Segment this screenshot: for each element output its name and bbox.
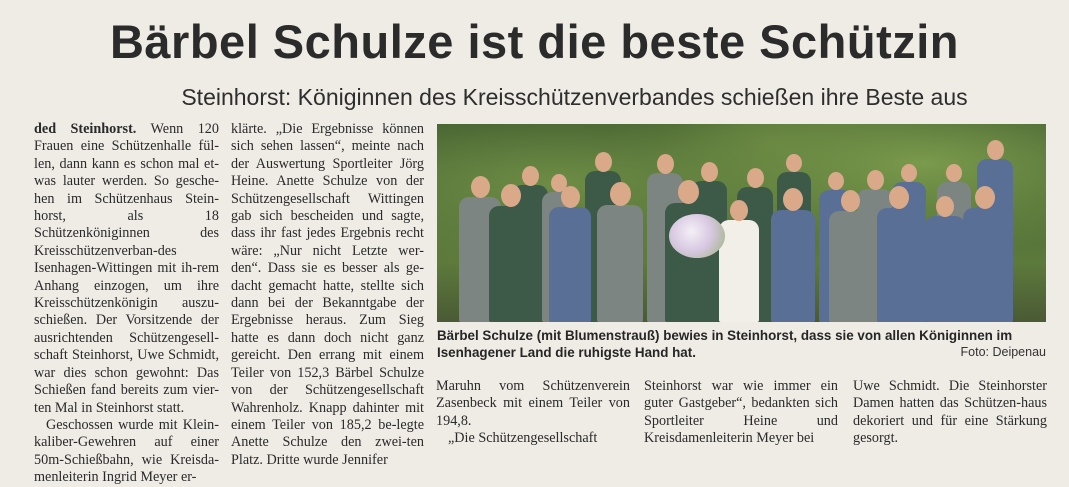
paragraph-1 (34, 121, 219, 417)
person-head (471, 176, 490, 198)
person-head (701, 162, 718, 182)
paragraph-5: „Die Schützengesellschaft (448, 430, 598, 447)
person-head (501, 184, 521, 207)
paragraph-7: Uwe Schmidt. Die Steinhorster Damen hatten das Schützen-haus dekoriert und für eine Stärkung gesorgt. (853, 378, 1047, 447)
paragraph-6: Steinhorst war wie immer ein guter Gastgeber“, bedankten sich Sportleiter Heine und Kreisdamenleiterin Meyer bei (644, 378, 838, 447)
person-figure (489, 184, 533, 322)
person-head (828, 172, 844, 190)
person-head (730, 200, 748, 221)
person-head (889, 186, 909, 209)
person-uniform (925, 216, 965, 322)
article-column-2 (231, 121, 424, 469)
subheadline: Steinhorst: Königinnen des Kreisschützenverbandes schießen ihre Beste aus (181, 84, 968, 110)
person-head (783, 188, 803, 211)
person-head (610, 182, 631, 206)
person-uniform (829, 211, 871, 322)
person-figure (925, 196, 965, 322)
article-column-5 (853, 378, 1047, 448)
flower-bouquet (669, 214, 725, 258)
paragraph-4: Maruhn vom Schützenverein Zasenbeck mit einem Teiler von 194,8. (436, 378, 630, 429)
person-figure (829, 190, 871, 322)
article-column-1 (34, 121, 219, 487)
person-head (936, 196, 954, 217)
article-column-3 (436, 378, 630, 448)
person-uniform (549, 207, 591, 322)
person-head (747, 168, 764, 188)
person-head (657, 154, 674, 174)
photo-credit: Foto: Deipenau (960, 345, 1046, 359)
person-head (561, 186, 580, 208)
person-figure (771, 188, 815, 322)
headline: Bärbel Schulze ist die beste Schützin (109, 15, 960, 68)
person-head (987, 140, 1004, 160)
person-head (522, 166, 539, 186)
person-head (841, 190, 860, 212)
photo-caption: Bärbel Schulze (mit Blumenstrauß) bewies in Steinhorst, dass sie von allen Königinnen im Isenhagener Land die ruhigste Hand hat. (437, 328, 1013, 360)
person-uniform (771, 210, 815, 322)
person-figure (549, 186, 591, 322)
person-head (678, 180, 699, 204)
person-uniform (877, 208, 921, 322)
person-head (946, 164, 962, 182)
person-uniform (489, 206, 533, 322)
person-figure (597, 182, 643, 322)
person-figure (963, 186, 1007, 322)
group-photo (437, 124, 1046, 322)
paragraph-2: Geschossen wurde mit Klein-kaliber-Gewehren auf einer 50m-Schießbahn, wie Kreisda-menleiterin Ingrid Meyer er- (34, 416, 219, 486)
article-column-4 (644, 378, 838, 448)
person-figure (719, 200, 759, 322)
person-uniform (719, 220, 759, 322)
person-uniform (963, 208, 1007, 322)
person-uniform (597, 205, 643, 322)
person-figure (877, 186, 921, 322)
paragraph-3: klärte. „Die Ergebnisse können sich sehen lassen“, meinte nach der Auswertung Sportleiter Jörg Heine. Anette Schulze von der Schützengesellschaft Wittingen gab sich bescheiden und sagte, dass ihr fast jedes Ergebnis recht wäre: „Nur nicht Letzte wer-den“. Dass sie es besser als ge-dacht gemacht hatte, stellte sich dann bei der Bekanntgabe der Ergebnisse heraus. Zum Sieg hatte es dann doch nicht ganz gereicht. Den errang mit einem Teiler von 152,3 Bärbel Schulze von der Schützengesellschaft Wahrenholz. Knapp dahinter mit einem Teiler von 185,2 be-legte Anette Schulze den zwei-ten Platz. Dritte wurde Jennifer (231, 121, 424, 468)
paragraph-text: Wenn 120 Frauen eine Schützenhalle fül-len, dann kann es schon mal et-was lauter werden. So gesche-hen im Schützenhaus Stein-horst, als 18 Schützenköniginnen des Kreisschützenverban-des Isenhagen-Wittingen mit ih-rem Anhang einzogen, um ihre Kreisschützenkönigin auszu-schießen. Der Vorsitzende der ausrichtenden Schützengesell-schaft Steinhorst, Uwe Schmidt, war dies schon gewohnt: Das Schießen fand bereits zum vier-ten Mal in Steinhorst statt. (34, 121, 219, 416)
person-head (901, 164, 917, 182)
person-head (786, 154, 802, 172)
dateline: ded Steinhorst. (34, 121, 137, 137)
person-head (595, 152, 612, 172)
person-head (975, 186, 995, 209)
